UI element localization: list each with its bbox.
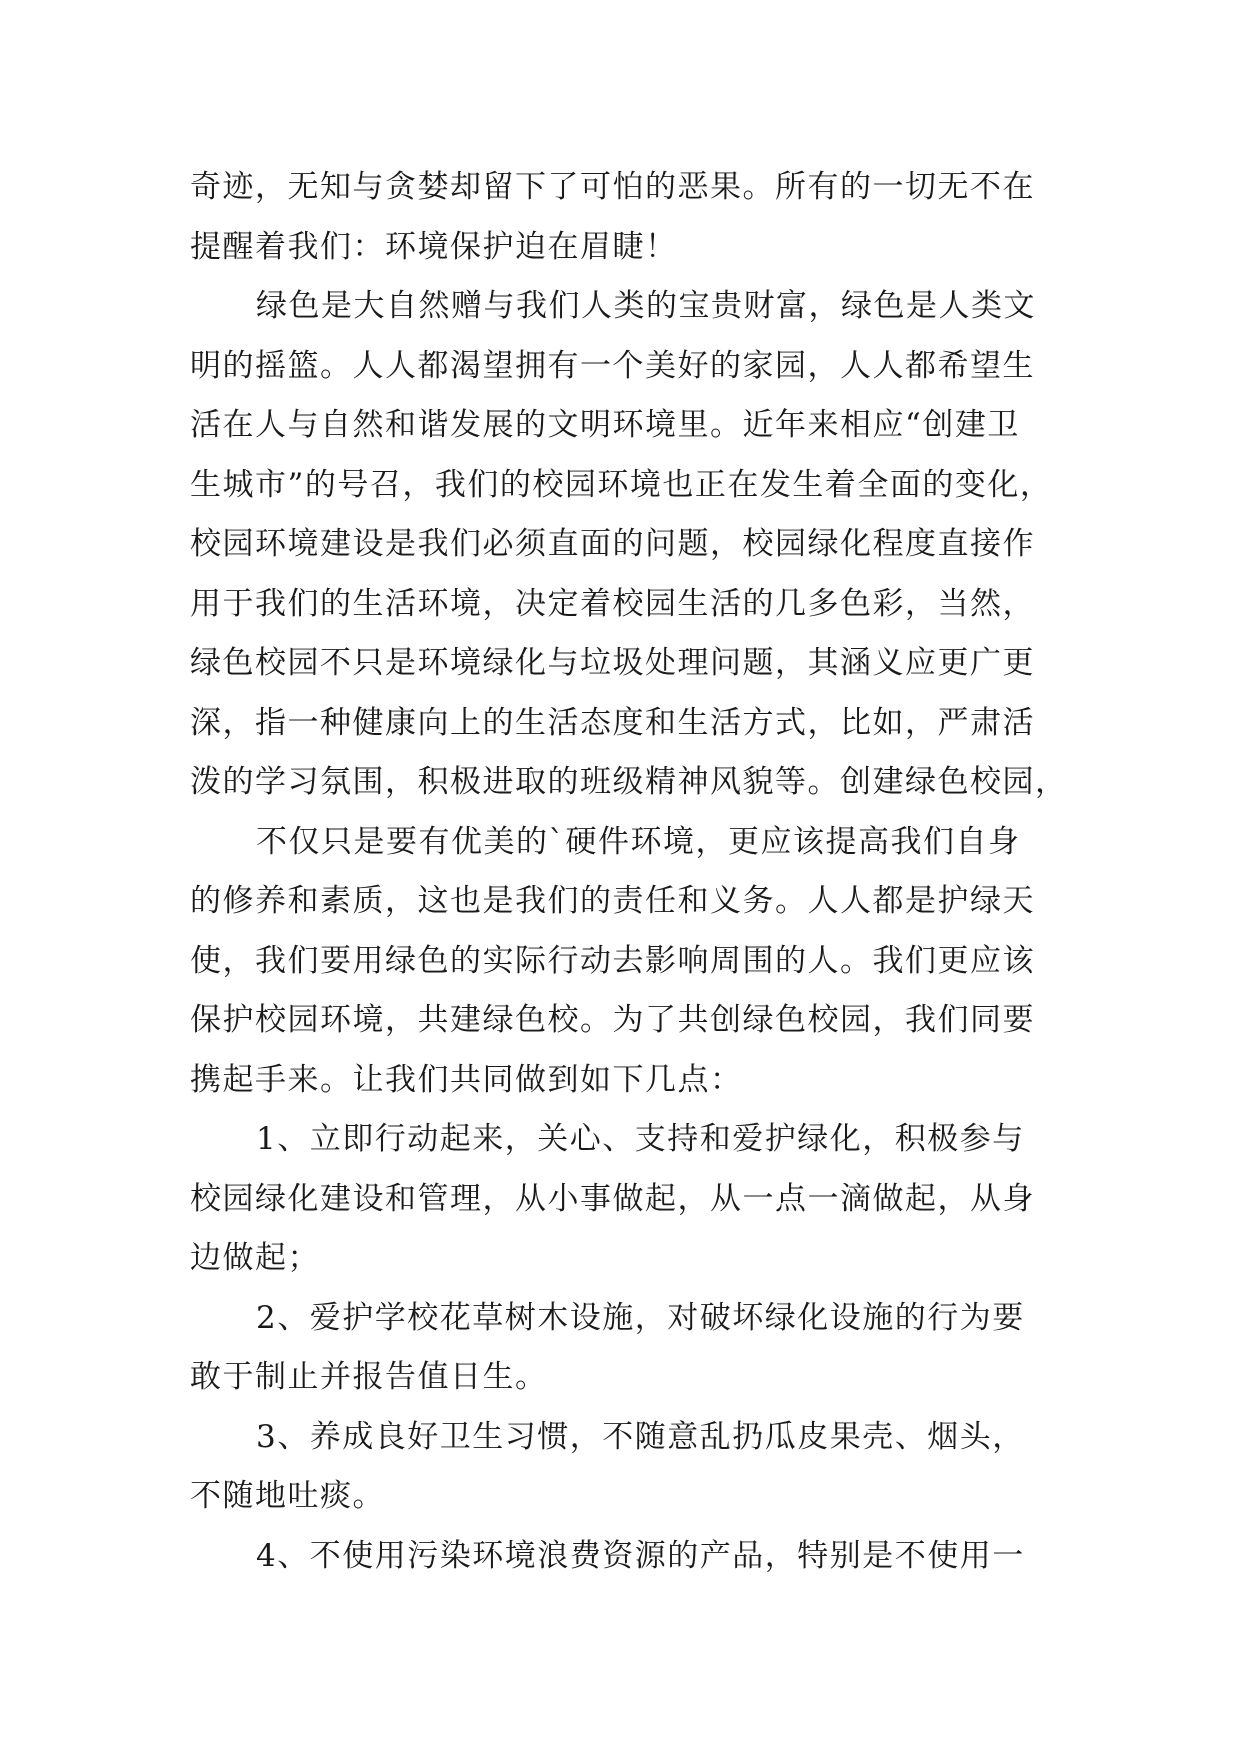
list-item-4-line: 4、不使用污染环境浪费资源的产品，特别是不使用一 — [256, 1537, 1025, 1574]
body-text — [190, 158, 1070, 1586]
text-line: 奇迹，无知与贪婪却留下了可怕的恶果。所有的一切无不在 — [190, 169, 1035, 205]
text-line: 不随地吐痰。 — [190, 1478, 385, 1514]
text-line: 提醒着我们：环境保护迫在眉睫！ — [190, 228, 678, 265]
text-line: 边做起； — [190, 1240, 320, 1276]
text-line: 用于我们的生活环境，决定着校园生活的几多色彩，当然， — [190, 585, 1035, 622]
text-line: 携起手来。让我们共同做到如下几点： — [190, 1061, 743, 1098]
text-line: 明的摇篮。人人都渴望拥有一个美好的家园，人人都希望生 — [190, 347, 1035, 384]
text-line: 不仅只是要有优美的`硬件环境，更应该提高我们自身 — [256, 823, 1021, 860]
list-item-2-line: 2、爱护学校花草树木设施，对破坏绿化设施的行为要 — [256, 1299, 1025, 1336]
text-line: 的修养和素质，这也是我们的责任和义务。人人都是护绿天 — [190, 883, 1035, 919]
text-line: 泼的学习氛围，积极进取的班级精神风貌等。创建绿色校园， — [190, 764, 1068, 800]
text-line: 绿色是大自然赠与我们人类的宝贵财富，绿色是人类文 — [256, 288, 1036, 324]
text-line: 敢于制止并报告值日生。 — [190, 1359, 548, 1395]
text-line: 校园环境建设是我们必须直面的问题，校园绿化程度直接作 — [190, 526, 1035, 562]
text-line: 使，我们要用绿色的实际行动去影响周围的人。我们更应该 — [190, 942, 1035, 979]
text-line: 保护校园环境，共建绿色校。为了共创绿色校园，我们同要 — [190, 1002, 1035, 1038]
list-item-1-line: 1、立即行动起来，关心、支持和爱护绿化，积极参与 — [256, 1121, 1025, 1157]
text-line: 深，指一种健康向上的生活态度和生活方式，比如，严肃活 — [190, 704, 1035, 741]
text-line: 绿色校园不只是环境绿化与垃圾处理问题，其涵义应更广更 — [190, 645, 1035, 681]
text-line: 活在人与自然和谐发展的文明环境里。近年来相应“创建卫 — [190, 407, 1020, 443]
text-line: 生城市”的号召，我们的校园环境也正在发生着全面的变化， — [190, 466, 1053, 503]
text-line: 校园绿化建设和管理，从小事做起，从一点一滴做起，从身 — [190, 1180, 1035, 1217]
list-item-3-line: 3、养成良好卫生习惯，不随意乱扔瓜皮果壳、烟头， — [256, 1418, 1025, 1455]
